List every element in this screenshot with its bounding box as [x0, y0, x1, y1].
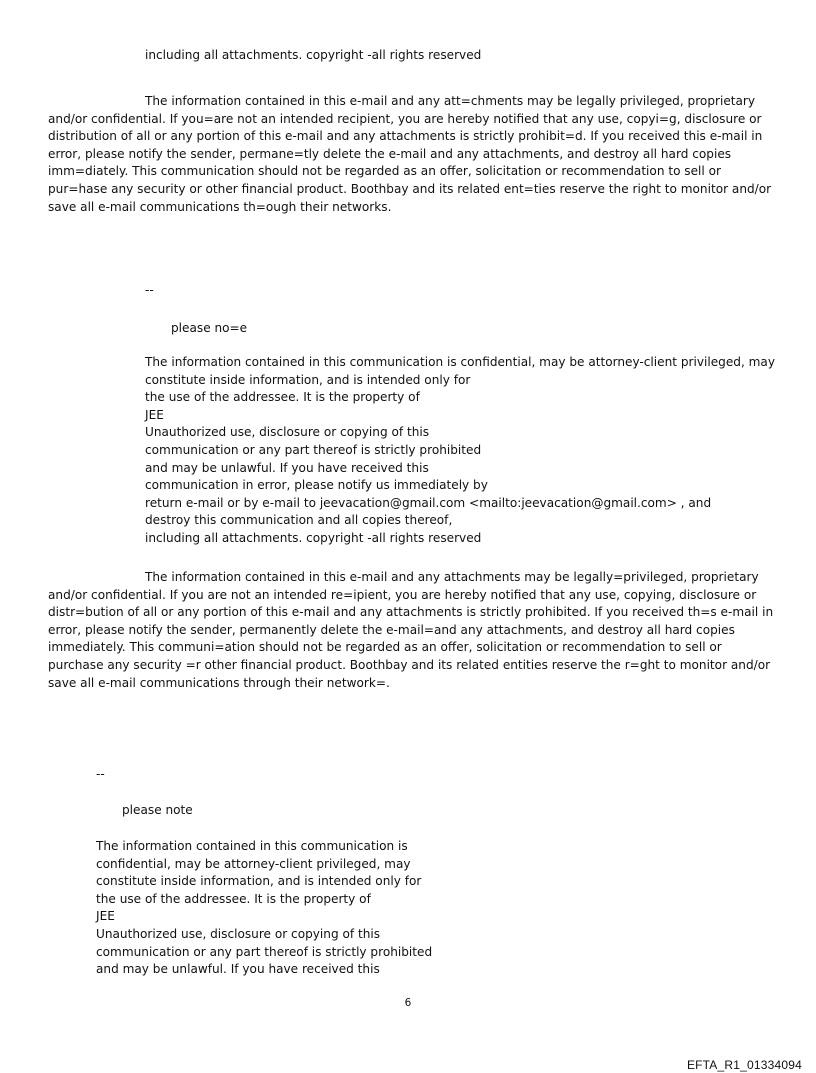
- text-line: pur=hase any security or other financial product. Boothbay and its related ent=ties reserve the right to monitor and/or: [48, 181, 772, 196]
- bates-number: EFTA_R1_01334094: [686, 1058, 802, 1072]
- text-line: The information contained in this communication is confidential, may be attorney-client privileged, may: [145, 355, 776, 369]
- page-number: 6: [404, 997, 412, 1009]
- text-line: and may be unlawful. If you have received this: [96, 962, 380, 977]
- text-line: constitute inside information, and is intended only for: [96, 874, 422, 889]
- signature-note-2: [122, 802, 193, 820]
- text-line: The information contained in this e-mail and any attachments may be legally=privileged, proprietary: [145, 570, 759, 584]
- text-line: the use of the addressee. It is the property of: [145, 390, 420, 405]
- signature-note: please no=e: [171, 321, 248, 335]
- text-line: the use of the addressee. It is the property of: [96, 891, 371, 906]
- signature-body-2: [96, 838, 432, 979]
- text-line: return e-mail or by e-mail to jeevacation@gmail.com <mailto:jeevacation@gmail.com> , and: [145, 495, 712, 510]
- text-line: confidential, may be attorney-client privileged, may: [96, 856, 411, 871]
- text-line: imm=diately. This communication should not be regarded as an offer, solicitation or recommendation to sell or: [48, 164, 721, 179]
- text-line: and may be unlawful. If you have received this: [145, 460, 429, 475]
- text-line: save all e-mail communications th=ough their networks.: [48, 199, 392, 214]
- signature-dashes-1: [145, 282, 154, 300]
- text-line: distribution of all or any portion of this e-mail and any attachments is strictly prohibit=d. If you received this e-mail in: [48, 129, 763, 144]
- text-line: communication or any part thereof is strictly prohibited: [145, 442, 482, 457]
- text-line: The information contained in this communication is: [96, 839, 408, 853]
- text-line: purchase any security =r other financial product. Boothbay and its related entities reserve the r=ght to monitor and/or: [48, 657, 771, 672]
- text-line: Unauthorized use, disclosure or copying of this: [96, 926, 381, 941]
- text-line: constitute inside information, and is intended only for: [145, 372, 471, 387]
- text-line: communication in error, please notify us immediately by: [145, 478, 488, 493]
- text-line: including all attachments. copyright -all rights reserved: [145, 530, 482, 545]
- signature-note: please note: [122, 803, 193, 817]
- text-line: error, please notify the sender, permanently delete the e-mail=and any attachments, and destroy all hard copies: [48, 622, 735, 637]
- text-line: and/or confidential. If you are not an intended re=ipient, you are hereby notified that any use, copying, disclosure or: [48, 587, 757, 602]
- text-line: JEE: [96, 909, 115, 924]
- text-line: error, please notify the sender, permane=tly delete the e-mail and any attachments, and destroy all hard copies: [48, 146, 732, 161]
- text-line: communication or any part thereof is strictly prohibited: [96, 944, 433, 959]
- text-line: destroy this communication and all copies thereof,: [145, 513, 453, 528]
- signature-note-1: [171, 320, 247, 338]
- signature-separator: --: [96, 767, 105, 781]
- text-line: immediately. This communi=ation should not be regarded as an offer, solicitation or recommendation to sell or: [48, 640, 722, 655]
- signature-body-1: [145, 354, 775, 548]
- text-line: and/or confidential. If you=are not an intended recipient, you are hereby notified that any use, copyi=g, disclosure or: [48, 111, 762, 126]
- text-line: Unauthorized use, disclosure or copying of this: [145, 425, 430, 440]
- text-line: distr=bution of all or any portion of this e-mail and any attachments is strictly prohibited. If you received th=s e-mail in: [48, 605, 774, 620]
- signature-dashes-2: [96, 766, 105, 784]
- top-continuation: [145, 47, 481, 65]
- text-line: save all e-mail communications through their network=.: [48, 675, 390, 690]
- disclaimer-paragraph-2: [48, 569, 773, 692]
- signature-separator: --: [145, 283, 154, 297]
- text-line: The information contained in this e-mail and any att=chments may be legally privileged, proprietary: [145, 94, 756, 108]
- text-line: JEE: [145, 407, 164, 422]
- disclaimer-paragraph-1: [48, 93, 771, 216]
- text-line: including all attachments. copyright -all rights reserved: [145, 48, 482, 62]
